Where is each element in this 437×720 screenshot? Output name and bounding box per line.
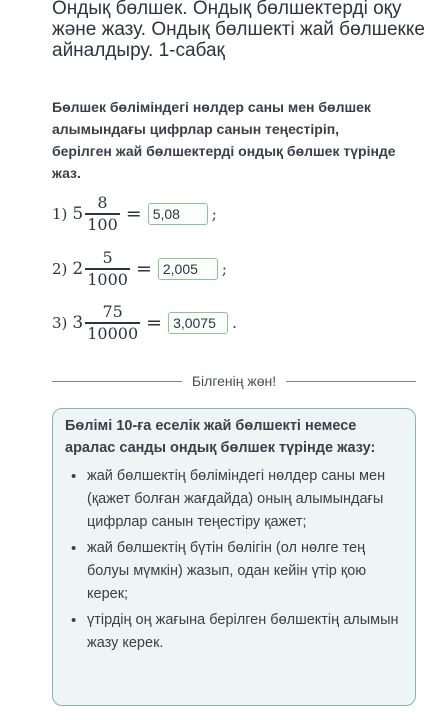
list-item: • үтірдің оң жағына берілген бөлшектің алымын жазу керек. [65,609,401,655]
whole-part: 3 [72,313,84,333]
numerator: 8 [97,193,108,213]
divider-line-right [286,381,416,382]
section-divider [52,373,416,389]
list-item: • жай бөлшектің бүтін бөлігін (ол нөлге тең болуы мүмкін) жазып, одан кейін үтір қою керек; [65,537,401,606]
answer-input[interactable]: 5,08 [148,203,208,225]
exercise-1 [52,188,217,240]
denominator: 100 [87,214,118,234]
fraction [85,193,120,235]
exercise-2 [52,243,227,295]
equals-sign: = [125,203,142,225]
fraction [85,248,130,290]
info-box-heading: Бөлімі 10-ға еселік жай бөлшекті немесе аралас санды ондық бөлшек түрінде жазу: [65,418,376,456]
whole-part: 2 [72,259,84,279]
denominator: 1000 [87,269,128,289]
list-item: • жай бөлшектің бөліміндегі нөлдер саны мен (қажет болған жағдайда) оның алымындағы цифрлар санын теңестіру қажет; [65,465,401,534]
fraction [85,302,140,344]
numerator: 75 [102,302,123,322]
task-instructions: Бөлшек бөліміндегі нөлдер саны мен бөлшек алымындағы цифрлар санын теңестіріп, берілген жай бөлшектерді ондық бөлшек түрінде жаз. [52,99,396,181]
numerator: 5 [102,248,113,268]
divider-line-left [52,381,182,382]
info-box-list [65,465,401,655]
page-title: Ондық бөлшек. Ондық бөлшектерді оқу және жазу. Ондық бөлшекті жай бөлшекке айналдыру. 1-сабақ [52,0,425,61]
divider-label: Білгенің жөн! [191,373,277,389]
answer-input[interactable]: 3,0075 [168,312,228,334]
punctuation: ; [221,260,227,278]
info-box [52,408,416,706]
exercise-3 [52,297,237,349]
denominator: 10000 [87,323,139,343]
exercise-number: 2) [52,260,68,278]
whole-part: 5 [72,204,84,224]
equals-sign: = [135,258,152,280]
answer-input[interactable]: 2,005 [158,258,218,280]
punctuation: ; [211,205,217,223]
exercise-number: 3) [52,314,68,332]
equals-sign: = [146,312,163,334]
punctuation: . [232,314,237,332]
exercise-number: 1) [52,205,68,223]
